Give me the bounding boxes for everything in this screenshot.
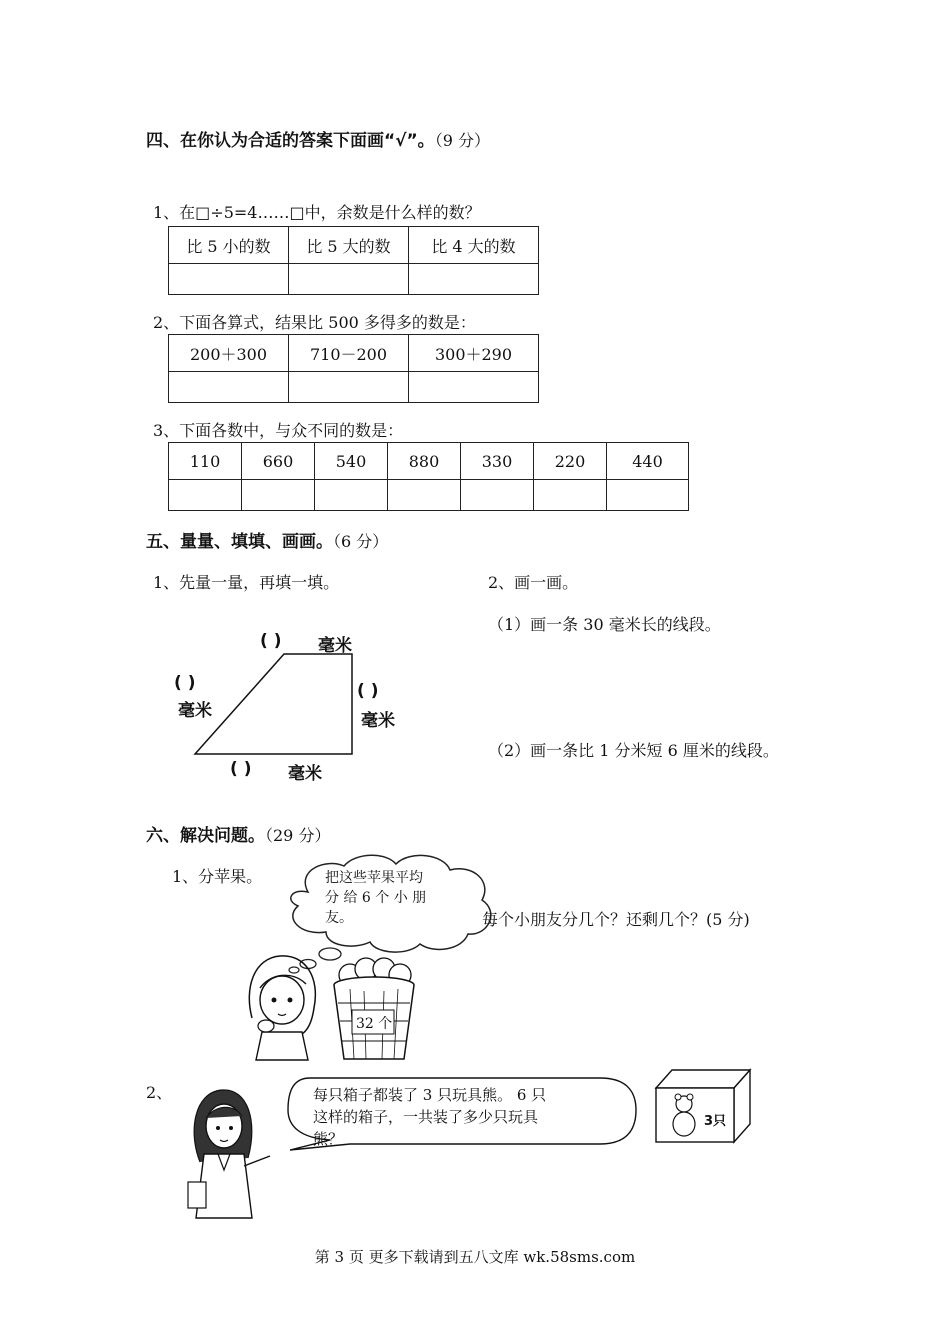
toy-box-icon — [652, 1066, 754, 1146]
option-cell: 比 5 大的数 — [289, 227, 409, 264]
answer-cell[interactable] — [289, 264, 409, 295]
answer-table-4-1 — [168, 226, 539, 295]
option-cell: 440 — [607, 443, 689, 480]
trapezoid-figure — [190, 650, 360, 760]
section-4-heading — [146, 126, 490, 151]
option-cell: 200＋300 — [169, 335, 289, 372]
section-4-points: （9 分） — [434, 131, 490, 150]
section-5-title: 五、量量、填填、画画。 — [146, 532, 333, 552]
answer-cell[interactable] — [607, 480, 689, 511]
question-6-2-label: 2、 — [146, 1083, 173, 1102]
answer-cell[interactable] — [388, 480, 461, 511]
bottom-side-blank[interactable]: ( ) — [230, 759, 252, 779]
left-side-unit: 毫米 — [178, 701, 212, 721]
answer-cell[interactable] — [461, 480, 534, 511]
answer-cell[interactable] — [169, 480, 242, 511]
girl-illustration-icon — [240, 948, 322, 1066]
question-5-2-2: （2）画一条比 1 分米短 6 厘米的线段。 — [488, 741, 779, 760]
question-6-1-text: 每个小朋友分几个？还剩几个？(5 分) — [482, 910, 750, 929]
bubble-line: 熊？ — [313, 1130, 344, 1148]
section-6-heading — [146, 821, 330, 846]
page-footer: 第 3 页 更多下载请到五八文库 wk.58sms.com — [314, 1248, 636, 1266]
cloud-line: 把这些苹果平均 — [325, 870, 423, 886]
option-cell: 110 — [169, 443, 242, 480]
question-4-2: 2、下面各算式，结果比 500 多得多的数是： — [153, 313, 476, 332]
cloud-line: 友。 — [325, 910, 353, 926]
answer-cell[interactable] — [169, 264, 289, 295]
section-4-title: 四、在你认为合适的答案下面画“√”。 — [146, 131, 435, 151]
answer-cell[interactable] — [289, 372, 409, 403]
section-6-points: （29 分） — [265, 826, 331, 845]
section-5-points: （6 分） — [333, 532, 389, 551]
option-cell: 710－200 — [289, 335, 409, 372]
answer-cell[interactable] — [409, 264, 539, 295]
option-cell: 300＋290 — [409, 335, 539, 372]
question-5-2-1: （1）画一条 30 毫米长的线段。 — [488, 615, 721, 634]
right-side-blank[interactable]: ( ) — [357, 681, 379, 701]
answer-cell[interactable] — [409, 372, 539, 403]
right-side-unit: 毫米 — [361, 711, 395, 731]
teacher-illustration-icon — [178, 1082, 278, 1222]
question-5-2: 2、画一画。 — [488, 573, 579, 592]
apple-basket-icon — [330, 955, 416, 1067]
option-cell: 220 — [534, 443, 607, 480]
bubble-line: 这样的箱子，一共装了多少只玩具 — [313, 1108, 539, 1126]
option-cell: 660 — [242, 443, 315, 480]
trapezoid-shape — [195, 654, 352, 754]
answer-table-4-2 — [168, 334, 539, 403]
question-5-1: 1、先量一量，再填一填。 — [153, 573, 340, 592]
question-4-1: 1、在□÷5=4……□中，余数是什么样的数？ — [153, 203, 481, 222]
bottom-side-unit: 毫米 — [288, 764, 322, 784]
answer-cell[interactable] — [242, 480, 315, 511]
box-count-label: 3只 — [704, 1114, 727, 1129]
section-6-title: 六、解决问题。 — [146, 826, 265, 846]
answer-table-4-3 — [168, 442, 689, 511]
left-side-blank[interactable]: ( ) — [174, 673, 196, 693]
question-6-1-label: 1、分苹果。 — [172, 867, 263, 886]
cloud-line: 分 给 6 个 小 朋 — [325, 890, 427, 906]
option-cell: 比 4 大的数 — [409, 227, 539, 264]
option-cell: 540 — [315, 443, 388, 480]
basket-count-label: 32 个 — [356, 1016, 393, 1032]
answer-cell[interactable] — [315, 480, 388, 511]
bubble-line: 每只箱子都装了 3 只玩具熊。 6 只 — [313, 1086, 547, 1104]
answer-cell[interactable] — [169, 372, 289, 403]
question-4-3: 3、下面各数中，与众不同的数是： — [153, 421, 404, 440]
answer-cell[interactable] — [534, 480, 607, 511]
section-5-heading — [146, 527, 388, 552]
top-side-blank[interactable]: ( ) — [260, 631, 282, 651]
option-cell: 330 — [461, 443, 534, 480]
top-side-unit: 毫米 — [318, 636, 352, 656]
option-cell: 比 5 小的数 — [169, 227, 289, 264]
option-cell: 880 — [388, 443, 461, 480]
